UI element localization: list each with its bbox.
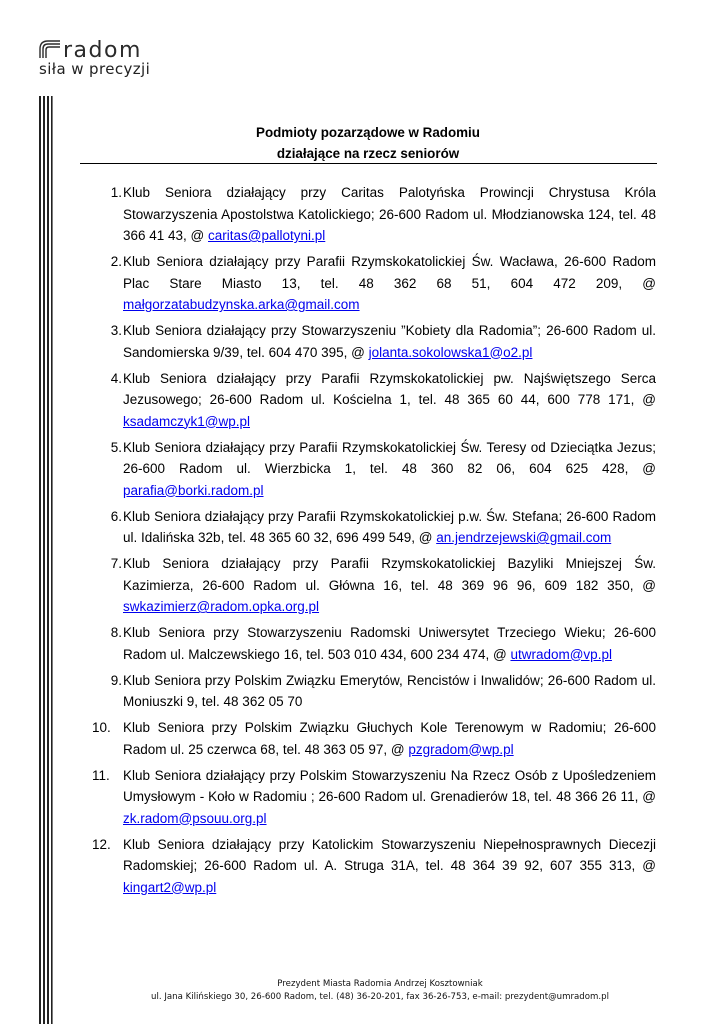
page-footer xyxy=(100,978,660,1004)
title-line-1: Podmioty pozarządowe w Radomiu xyxy=(256,125,480,140)
list-item-text: Klub Seniora przy Polskim Związku Głuchych Kole Terenowym w Radomiu; 26-600 Radom ul. 25 czerwca 68, tel. 48 363 05 97, @ xyxy=(123,720,656,757)
list-item-number: 9. xyxy=(110,672,122,688)
list-item-number: 7. xyxy=(110,556,122,571)
side-stripes-decoration xyxy=(39,96,55,1024)
list-item xyxy=(96,553,656,618)
footer-line-2: ul. Jana Kilińskiego 30, 26-600 Radom, tel. (48) 36-20-201, fax 36-26-753, e-mail: prezydent@umradom.pl xyxy=(151,992,609,1002)
list-item xyxy=(96,437,656,502)
email-link[interactable]: parafia@borki.radom.pl xyxy=(123,482,264,498)
list-item-number: 10. xyxy=(92,720,111,735)
list-item xyxy=(96,670,656,713)
list-item xyxy=(92,834,656,899)
list-item-text: Klub Seniora działający przy Parafii Rzymskokatolickiej p.w. Św. Stefana; 26-600 Radom ul. Idalińska 32b, tel. 48 365 60 32, 696 499 549, @ xyxy=(123,508,656,545)
list-item xyxy=(96,622,656,665)
senior-clubs-list xyxy=(92,182,656,903)
list-item xyxy=(96,182,656,247)
email-link[interactable]: ksadamczyk1@wp.pl xyxy=(123,413,250,429)
email-link[interactable]: małgorzatabudzynska.arka@gmail.com xyxy=(123,297,360,312)
logo-wordmark-text: radom xyxy=(63,38,142,60)
list-item-text: Klub Seniora działający przy Stowarzyszeniu ”Kobiety dla Radomia”; 26-600 Radom ul. Sandomierska 9/39, tel. 604 470 395, @ xyxy=(123,323,656,360)
list-item xyxy=(92,765,656,830)
list-item-text: Klub Seniora działający przy Parafii Rzymskokatolickiej pw. Najświętszego Serca Jezusowego; 26-600 Radom ul. Kościelna 1, tel. 48 365 60 44, 600 778 171, @ xyxy=(123,370,656,407)
list-item-number: 5. xyxy=(110,439,122,455)
list-item-text: Klub Seniora działający przy Parafii Rzymskokatolickiej Św. Teresy od Dzieciątka Jezus; 26-600 Radom ul. Wierzbicka 1, tel. 48 360 82 06, 604 625 428, @ xyxy=(123,439,656,476)
list-item-text: Klub Seniora działający przy Parafii Rzymskokatolickiej Św. Wacława, 26-600 Radom Plac Stare Miasto 13, tel. 48 362 68 51, 604 472 209, @ xyxy=(123,254,656,291)
title-divider xyxy=(80,163,657,164)
list-item-text: Klub Seniora działający przy Polskim Stowarzyszeniu Na Rzecz Osób z Upośledzeniem Umysłowym - Koło w Radomiu ; 26-600 Radom ul. Grenadierów 18, tel. 48 366 26 11, @ xyxy=(123,767,656,804)
radom-logo xyxy=(38,38,168,78)
email-link[interactable]: pzgradom@wp.pl xyxy=(408,741,514,757)
email-link[interactable]: jolanta.sokolowska1@o2.pl xyxy=(368,344,533,360)
list-item xyxy=(96,251,656,316)
document-title xyxy=(80,122,656,164)
list-item-number: 4. xyxy=(110,370,122,386)
list-item-number: 12. xyxy=(92,836,111,852)
list-item-number: 2. xyxy=(110,254,122,269)
footer-line-1: Prezydent Miasta Radomia Andrzej Kosztowniak xyxy=(277,979,483,989)
email-link[interactable]: zk.radom@psouu.org.pl xyxy=(123,810,267,826)
list-item-text: Klub Seniora przy Stowarzyszeniu Radomski Uniwersytet Trzeciego Wieku; 26-600 Radom ul. Malczewskiego 16, tel. 503 010 434, 600 234 474, @ xyxy=(123,625,656,662)
radom-wordmark xyxy=(38,38,162,60)
email-link[interactable]: caritas@pallotyni.pl xyxy=(208,228,326,243)
list-item-text: Klub Seniora działający przy Parafii Rzymskokatolickiej Bazyliki Mniejszej Św. Kazimierza, 26-600 Radom ul. Główna 16, tel. 48 369 96 96, 609 182 350, @ xyxy=(123,556,656,593)
email-link[interactable]: kingart2@wp.pl xyxy=(123,879,217,895)
list-item xyxy=(92,717,656,760)
email-link[interactable]: swkazimierz@radom.opka.org.pl xyxy=(123,599,320,614)
list-item-number: 1. xyxy=(110,185,122,200)
list-item-number: 11. xyxy=(92,767,110,783)
logo-tagline: siła w precyzji xyxy=(39,60,151,78)
list-item-text: Klub Seniora przy Polskim Związku Emerytów, Rencistów i Inwalidów; 26-600 Radom ul. Moniuszki 9, tel. 48 362 05 70 xyxy=(123,672,656,709)
list-item-number: 6. xyxy=(110,508,122,524)
email-link[interactable]: utwradom@vp.pl xyxy=(510,646,612,662)
list-item-text: Klub Seniora działający przy Caritas Palotyńska Prowincji Chrystusa Króla Stowarzyszenia Apostolstwa Katolickiego; 26-600 Radom ul. Młodzianowska 124, tel. 48 366 41 43, @ xyxy=(123,185,656,243)
list-item xyxy=(96,506,656,549)
list-item xyxy=(96,368,656,433)
list-item-text: Klub Seniora działający przy Katolickim Stowarzyszeniu Niepełnosprawnych Diecezji Radomskiej; 26-600 Radom ul. A. Struga 31A, tel. 48 364 39 92, 607 355 313, @ xyxy=(123,836,656,873)
email-link[interactable]: an.jendrzejewski@gmail.com xyxy=(436,530,612,545)
title-line-2: działające na rzecz seniorów xyxy=(276,146,460,161)
list-item-number: 8. xyxy=(110,625,122,640)
list-item xyxy=(96,320,656,363)
list-item-number: 3. xyxy=(110,323,122,338)
